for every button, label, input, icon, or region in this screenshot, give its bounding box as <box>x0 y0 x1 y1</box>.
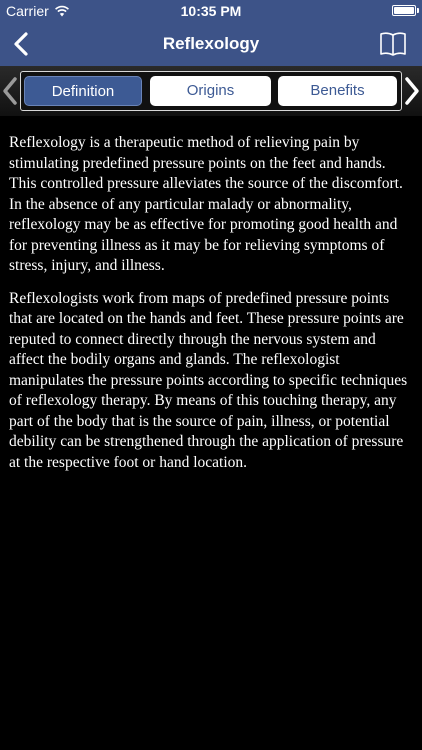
battery-icon <box>392 5 416 16</box>
segment-bar <box>0 66 422 116</box>
paragraph: Reflexologists work from maps of predefined pressure points that are located on the hands and feet. These pressure points are reputed to connect directly through the nervous system and affect the bodily organs and glands. The reflexologist manipulates the pressure points according to specific techniques of reflexology therapy. By means of this touching therapy, any part of the body that is the source of pain, illness, or potential debility can be strengthened through the application of pressure at the respective foot or hand location. <box>9 289 408 471</box>
chevron-left-icon[interactable] <box>1 76 19 106</box>
tab-origins[interactable]: Origins <box>150 76 271 106</box>
page-title: Reflexology <box>162 34 260 53</box>
status-bar <box>0 0 422 22</box>
definition-content <box>9 133 413 485</box>
chevron-left-icon <box>13 32 29 56</box>
segmented-control <box>20 71 402 111</box>
book-icon <box>379 31 407 57</box>
nav-bar <box>0 22 422 66</box>
battery-tip <box>417 8 419 13</box>
paragraph: Reflexology is a therapeutic method of relieving pain by stimulating predefined pressure points on the feet and hands. This controlled pressure alleviates the source of the discomfort. In the absence of any particular malady or abnormality, reflexology may be as effective for promoting good health and for preventing illness as it may be for relieving symptoms of stress, injury, and illness. <box>9 134 403 274</box>
carrier-label: Carrier <box>6 3 49 19</box>
tab-benefits[interactable]: Benefits <box>278 76 397 106</box>
bookmark-button[interactable] <box>378 30 408 58</box>
chevron-right-icon[interactable] <box>403 76 421 106</box>
status-time: 10:35 PM <box>180 3 242 19</box>
tab-definition[interactable]: Definition <box>24 76 142 106</box>
back-button[interactable] <box>8 30 34 58</box>
